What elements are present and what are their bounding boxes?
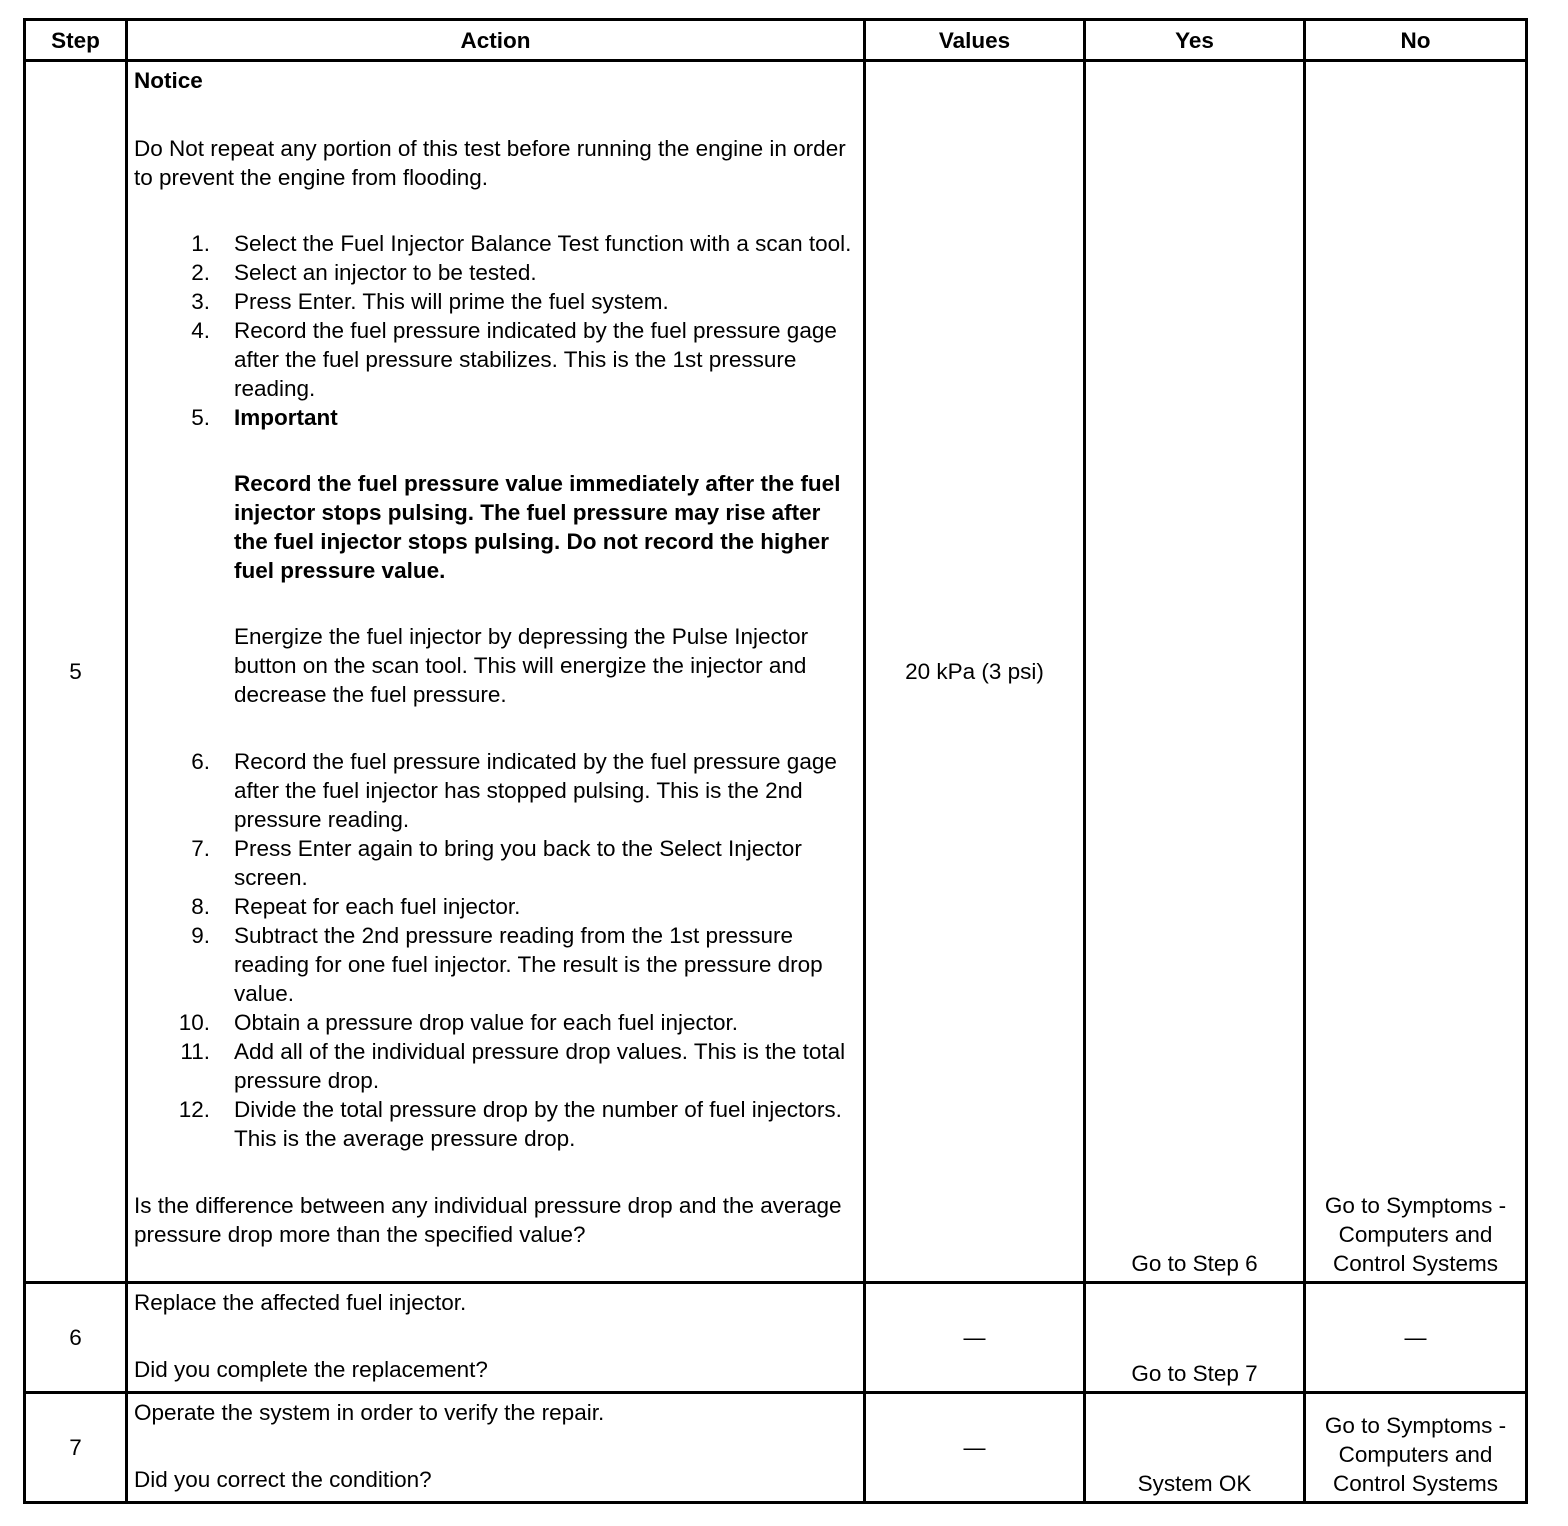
list-item: 8. Repeat for each fuel injector. — [191, 894, 521, 919]
header-step: Step — [25, 20, 127, 61]
list-item: 10. Obtain a pressure drop value for each fuel injector. — [178, 1010, 739, 1035]
list-item: 1. Select the Fuel Injector Balance Test function with a scan tool. — [191, 231, 852, 256]
values-cell: 20 kPa (3 psi) — [865, 61, 1085, 1283]
action-cell — [127, 1393, 865, 1503]
list-item: 11. Add all of the individual pressure drop values. This is the total pressure drop. — [180, 1039, 846, 1093]
list-item: 9. Subtract the 2nd pressure reading from the 1st pressure reading for one fuel injector. The result is the pressure drop value. — [191, 923, 823, 1006]
list-item: 6. Record the fuel pressure indicated by the fuel pressure gage after the fuel injector has stopped pulsing. This is the 2nd pressure reading. — [191, 749, 837, 832]
action-text: Operate the system in order to verify the repair. — [134, 1400, 605, 1425]
yes-cell: System OK — [1085, 1393, 1305, 1503]
table-row-step-5 — [25, 61, 1527, 1283]
important-text: Record the fuel pressure value immediately after the fuel injector stops pulsing. The fuel pressure may rise after the fuel injector stops pulsing. Do not record the higher fuel pressure value. — [234, 471, 841, 583]
diagnostic-table — [23, 18, 1528, 1504]
step-number: 7 — [25, 1393, 127, 1503]
notice-title: Notice — [134, 68, 203, 93]
list-item: 3. Press Enter. This will prime the fuel system. — [191, 289, 669, 314]
question-text: Is the difference between any individual pressure drop and the average pressure drop more than the specified value? — [134, 1193, 842, 1247]
energize-text: Energize the fuel injector by depressing the Pulse Injector button on the scan tool. This will energize the injector and decrease the fuel pressure. — [234, 624, 809, 707]
list-item: 5. Important Record the fuel pressure value immediately after the fuel injector stops pulsing. The fuel pressure may rise after the fuel injector stops pulsing. Do not record the higher fuel pressure value. Energize the fuel injector by depressing the Pulse Injector button on the scan tool. This will energize the injector and decrease the fuel pressure. — [134, 403, 857, 747]
header-no: No — [1305, 20, 1527, 61]
step-number: 6 — [25, 1283, 127, 1393]
values-cell: — — [865, 1283, 1085, 1393]
notice-text: Do Not repeat any portion of this test before running the engine in order to prevent the engine from flooding. — [134, 136, 846, 190]
table-row-step-7 — [25, 1393, 1527, 1503]
list-item: 7. Press Enter again to bring you back to the Select Injector screen. — [191, 836, 802, 890]
no-cell: Go to Symptoms - Computers and Control Systems — [1305, 1393, 1527, 1503]
question-text: Did you complete the replacement? — [134, 1357, 488, 1382]
yes-cell: Go to Step 7 — [1085, 1283, 1305, 1393]
header-row — [25, 20, 1527, 61]
question-text: Did you correct the condition? — [134, 1467, 432, 1492]
no-cell: — — [1305, 1283, 1527, 1393]
action-cell — [127, 1283, 865, 1393]
yes-cell: Go to Step 6 — [1085, 61, 1305, 1283]
step-number: 5 — [25, 61, 127, 1283]
list-item: 2. Select an injector to be tested. — [191, 260, 537, 285]
header-values: Values — [865, 20, 1085, 61]
values-cell: — — [865, 1393, 1085, 1503]
list-item: 12. Divide the total pressure drop by the number of fuel injectors. This is the average pressure drop. — [178, 1097, 842, 1151]
header-action: Action — [127, 20, 865, 61]
action-text: Replace the affected fuel injector. — [134, 1290, 467, 1315]
no-cell: Go to Symptoms - Computers and Control Systems — [1305, 61, 1527, 1283]
procedure-list — [134, 229, 857, 1153]
header-yes: Yes — [1085, 20, 1305, 61]
action-cell — [127, 61, 865, 1283]
table-row-step-6 — [25, 1283, 1527, 1393]
list-item: 4. Record the fuel pressure indicated by the fuel pressure gage after the fuel pressure stabilizes. This is the 1st pressure reading. — [191, 318, 837, 401]
